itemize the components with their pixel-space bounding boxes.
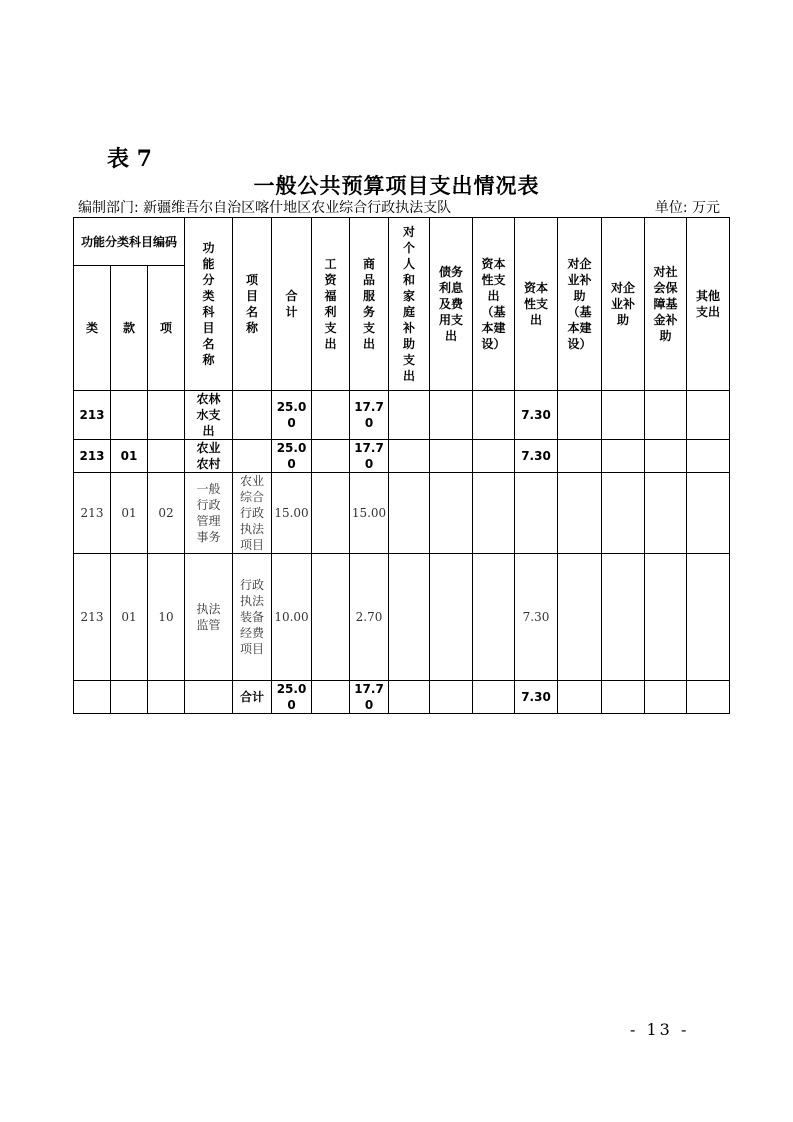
cell-lei: 213 xyxy=(74,473,111,554)
compiling-department: 编制部门: 新疆维吾尔自治区喀什地区农业综合行政执法支队 xyxy=(78,200,452,216)
cell-capital-build xyxy=(473,391,515,440)
cell-lei: 213 xyxy=(74,554,111,681)
header-social-security: 对社会保障基金补助 xyxy=(645,218,687,391)
cell-empty xyxy=(111,681,148,714)
cell-kuan xyxy=(111,391,148,440)
cell-personal xyxy=(389,473,430,554)
cell-enterprise xyxy=(602,554,645,681)
total-row xyxy=(74,681,730,714)
header-lei: 类 xyxy=(74,266,111,391)
table-row xyxy=(74,391,730,440)
cell-enterprise xyxy=(602,391,645,440)
cell-total: 15.00 xyxy=(272,473,312,554)
cell-enterprise-build xyxy=(558,554,602,681)
cell-total: 25.00 xyxy=(272,681,312,714)
header-function-name: 功能分类科目名称 xyxy=(185,218,233,391)
cell-project-name: 行政执法装备经费项目 xyxy=(233,554,272,681)
header-enterprise: 对企业补助 xyxy=(602,218,645,391)
cell-other xyxy=(687,391,730,440)
cell-function-name: 农林水支出 xyxy=(185,391,233,440)
cell-capital: 7.30 xyxy=(515,554,558,681)
cell-empty xyxy=(74,681,111,714)
cell-project-name xyxy=(233,391,272,440)
cell-function-name: 一般行政管理事务 xyxy=(185,473,233,554)
cell-personal xyxy=(389,440,430,473)
cell-capital: 7.30 xyxy=(515,440,558,473)
header-capital-construction: 资本性支出（基本建设） xyxy=(473,218,515,391)
cell-lei: 213 xyxy=(74,391,111,440)
cell-project-name: 农业综合行政执法项目 xyxy=(233,473,272,554)
document-title: 一般公共预算项目支出情况表 xyxy=(253,173,540,198)
header-capital: 资本性支出 xyxy=(515,218,558,391)
cell-kuan: 01 xyxy=(111,473,148,554)
cell-other xyxy=(687,440,730,473)
cell-empty xyxy=(312,681,350,714)
cell-enterprise-build xyxy=(558,473,602,554)
cell-debt xyxy=(430,554,473,681)
cell-enterprise-build xyxy=(558,440,602,473)
cell-capital-build xyxy=(473,554,515,681)
cell-goods: 2.70 xyxy=(350,554,389,681)
cell-enterprise-build xyxy=(558,391,602,440)
cell-other xyxy=(687,554,730,681)
cell-total: 25.00 xyxy=(272,391,312,440)
cell-lei: 213 xyxy=(74,440,111,473)
cell-empty xyxy=(185,681,233,714)
header-function-code: 功能分类科目编码 xyxy=(74,218,185,266)
cell-kuan: 01 xyxy=(111,554,148,681)
cell-wages xyxy=(312,391,350,440)
cell-empty xyxy=(430,681,473,714)
cell-total: 10.00 xyxy=(272,554,312,681)
cell-enterprise xyxy=(602,440,645,473)
cell-kuan: 01 xyxy=(111,440,148,473)
header-debt-interest: 债务利息及费用支出 xyxy=(430,218,473,391)
cell-empty xyxy=(645,681,687,714)
cell-other xyxy=(687,473,730,554)
cell-personal xyxy=(389,391,430,440)
cell-project-name xyxy=(233,440,272,473)
unit-label: 单位: 万元 xyxy=(654,200,720,216)
total-label: 合计 xyxy=(233,681,272,714)
cell-empty xyxy=(687,681,730,714)
cell-empty xyxy=(558,681,602,714)
cell-capital-build xyxy=(473,473,515,554)
cell-debt xyxy=(430,440,473,473)
cell-empty xyxy=(602,681,645,714)
cell-social xyxy=(645,391,687,440)
cell-wages xyxy=(312,554,350,681)
header-enterprise-construction: 对企业补助（基本建设） xyxy=(558,218,602,391)
table-row xyxy=(74,554,730,681)
cell-wages xyxy=(312,440,350,473)
cell-goods: 17.70 xyxy=(350,681,389,714)
cell-capital: 7.30 xyxy=(515,391,558,440)
cell-xiang xyxy=(148,440,185,473)
cell-empty xyxy=(389,681,430,714)
header-wages: 工资福利支出 xyxy=(312,218,350,391)
cell-social xyxy=(645,473,687,554)
cell-social xyxy=(645,440,687,473)
header-personal-subsidy: 对个人和家庭补助支出 xyxy=(389,218,430,391)
header-xiang: 项 xyxy=(148,266,185,391)
cell-goods: 17.70 xyxy=(350,440,389,473)
meta-row xyxy=(78,197,720,217)
expenditure-table xyxy=(73,217,730,714)
table-row xyxy=(74,440,730,473)
cell-xiang: 10 xyxy=(148,554,185,681)
cell-debt xyxy=(430,473,473,554)
cell-wages xyxy=(312,473,350,554)
cell-total: 25.00 xyxy=(272,440,312,473)
cell-function-name: 农业农村 xyxy=(185,440,233,473)
cell-goods: 15.00 xyxy=(350,473,389,554)
header-project-name: 项目名称 xyxy=(233,218,272,391)
header-goods-services: 商品服务支出 xyxy=(350,218,389,391)
table-number-label: 表 7 xyxy=(107,146,152,172)
table-row xyxy=(74,473,730,554)
cell-xiang: 02 xyxy=(148,473,185,554)
cell-function-name: 执法监管 xyxy=(185,554,233,681)
cell-empty xyxy=(148,681,185,714)
cell-goods: 17.70 xyxy=(350,391,389,440)
cell-xiang xyxy=(148,391,185,440)
header-kuan: 款 xyxy=(111,266,148,391)
cell-enterprise xyxy=(602,473,645,554)
cell-capital: 7.30 xyxy=(515,681,558,714)
header-total: 合计 xyxy=(272,218,312,391)
cell-social xyxy=(645,554,687,681)
cell-personal xyxy=(389,554,430,681)
cell-capital xyxy=(515,473,558,554)
cell-debt xyxy=(430,391,473,440)
page-number: - 13 - xyxy=(630,1020,690,1039)
cell-empty xyxy=(473,681,515,714)
header-other: 其他支出 xyxy=(687,218,730,391)
cell-capital-build xyxy=(473,440,515,473)
